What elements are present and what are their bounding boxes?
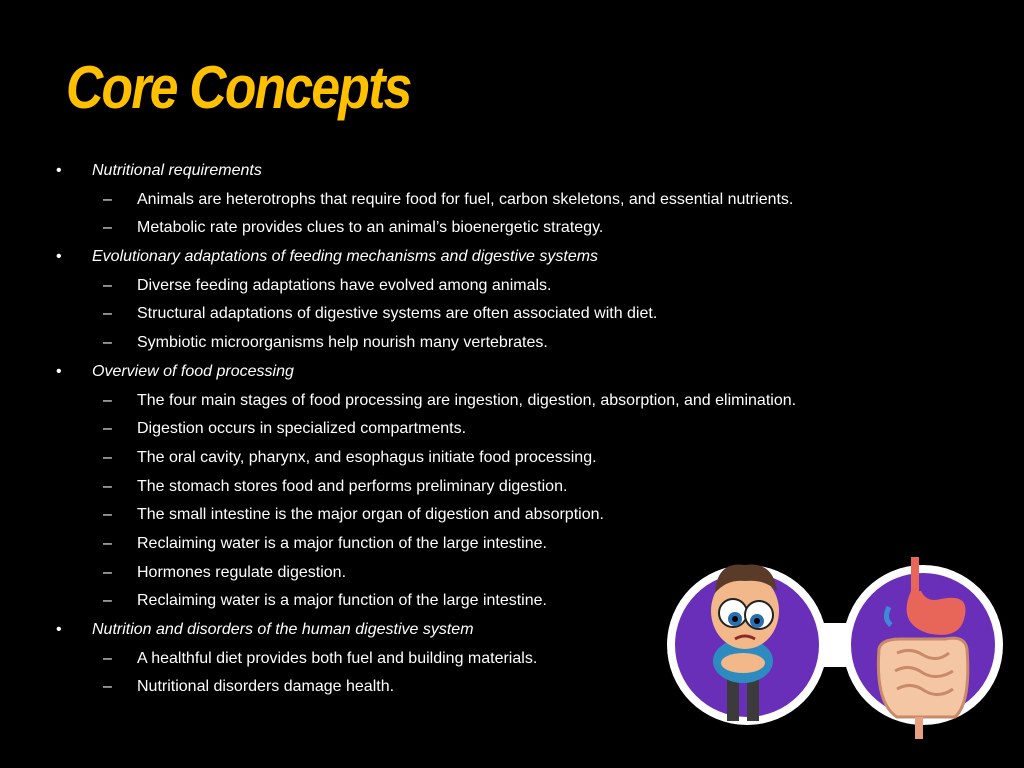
section-heading-row <box>56 157 936 186</box>
sub-item-text: Reclaiming water is a major function of the large intestine. <box>137 592 547 610</box>
sub-item-row <box>56 415 936 444</box>
sub-item-text: Digestion occurs in specialized compartments. <box>137 420 467 438</box>
bullet-marker: • <box>56 162 62 179</box>
sub-item-text: Animals are heterotrophs that require food for fuel, carbon skeletons, and essential nutrients. <box>137 190 794 208</box>
section-heading: Evolutionary adaptations of feeding mechanisms and digestive systems <box>92 248 599 266</box>
section-heading-row <box>56 358 936 387</box>
sub-item-text: The four main stages of food processing are ingestion, digestion, absorption, and elimination. <box>137 391 797 409</box>
dash-marker: – <box>103 305 112 323</box>
dash-marker: – <box>103 276 112 294</box>
dash-marker: – <box>103 219 112 237</box>
sub-item-text: The stomach stores food and performs preliminary digestion. <box>137 477 568 495</box>
sub-item-row <box>56 501 936 530</box>
dash-marker: – <box>103 678 112 696</box>
sub-item-text: Structural adaptations of digestive systems are often associated with diet. <box>137 305 658 323</box>
digestive-system-icon <box>843 557 1003 739</box>
sub-item-row <box>56 473 936 502</box>
dash-marker: – <box>103 334 112 352</box>
cartoon-character-icon <box>667 565 827 725</box>
section-heading: Overview of food processing <box>92 362 294 380</box>
dash-marker: – <box>103 563 112 581</box>
sub-item-row <box>56 444 936 473</box>
sub-item-text: Reclaiming water is a major function of the large intestine. <box>137 534 547 552</box>
dash-marker: – <box>103 190 112 208</box>
section-heading-row <box>56 243 936 272</box>
sub-item-row <box>56 387 936 416</box>
sub-item-text: Nutritional disorders damage health. <box>137 678 395 696</box>
sub-item-text: Metabolic rate provides clues to an animal’s bioenergetic strategy. <box>137 219 604 237</box>
sub-item-row <box>56 272 936 301</box>
sub-item-row <box>56 300 936 329</box>
sub-item-text: Hormones regulate digestion. <box>137 563 347 581</box>
digestion-illustration <box>665 553 1010 748</box>
bullet-marker: • <box>56 621 62 638</box>
section-heading: Nutritional requirements <box>92 162 262 179</box>
dash-marker: – <box>103 506 112 524</box>
sub-item-row <box>56 329 936 358</box>
bullet-marker: • <box>56 362 62 380</box>
dash-marker: – <box>103 391 112 409</box>
sub-item-row <box>56 214 936 243</box>
section-heading: Nutrition and disorders of the human digestive system <box>92 621 474 638</box>
bullet-marker: • <box>56 248 62 266</box>
sub-item-text: The small intestine is the major organ of digestion and absorption. <box>137 506 604 524</box>
dash-marker: – <box>103 592 112 610</box>
sub-item-text: A healthful diet provides both fuel and building materials. <box>137 649 538 667</box>
dash-marker: – <box>103 649 112 667</box>
sub-item-row <box>56 186 936 215</box>
sub-item-text: The oral cavity, pharynx, and esophagus initiate food processing. <box>137 448 597 466</box>
sub-item-text: Diverse feeding adaptations have evolved among animals. <box>137 276 552 294</box>
dash-marker: – <box>103 420 112 438</box>
dash-marker: – <box>103 477 112 495</box>
dash-marker: – <box>103 534 112 552</box>
sub-item-text: Symbiotic microorganisms help nourish many vertebrates. <box>137 334 548 352</box>
slide-title: Core Concepts <box>66 54 411 121</box>
dash-marker: – <box>103 448 112 466</box>
